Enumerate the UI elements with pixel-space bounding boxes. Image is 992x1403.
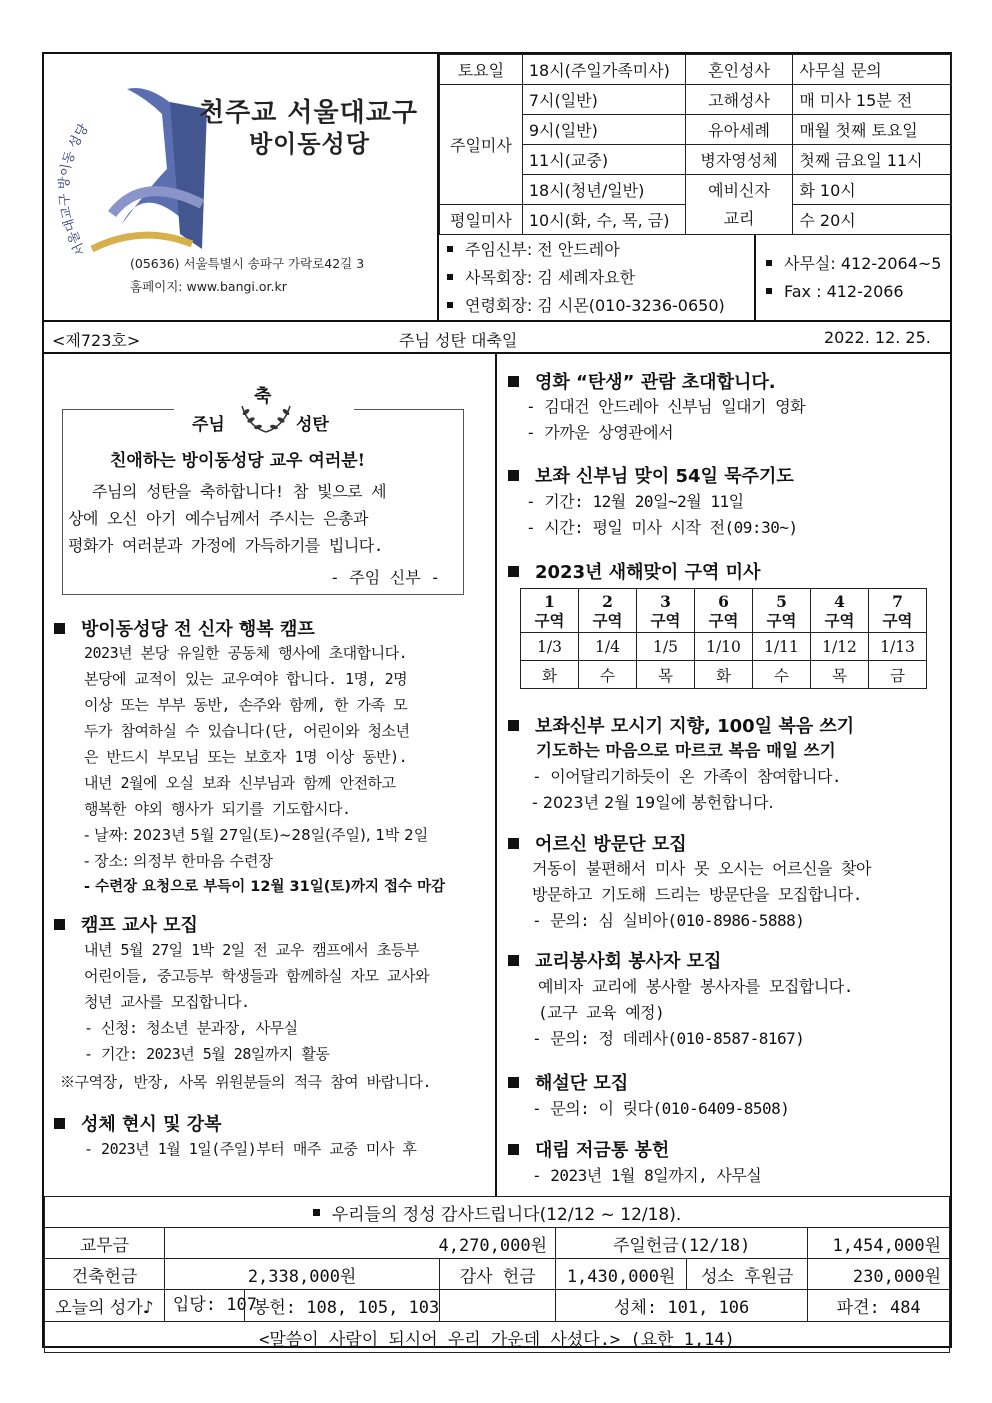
region-day-cell: 화 [695, 661, 753, 689]
gospel-body [532, 764, 841, 816]
region-header-cell: 6 구역 [695, 589, 753, 633]
visit-line: 방문하고 기도해 드리는 방문단을 모집합니다. [532, 885, 862, 904]
building-value: 2,338,000원 [164, 1259, 439, 1290]
sun-label: 주일미사 [440, 85, 523, 205]
region-date-cell: 1/11 [753, 633, 811, 661]
region-date-cell: 1/4 [579, 633, 637, 661]
bulletin-page [42, 52, 952, 1348]
rosary-line: - 기간: 12월 20일~2월 11일 [526, 492, 744, 511]
catechism-value-2: 수 20시 [793, 205, 952, 235]
hymn-entry: 입당: 107 [165, 1290, 245, 1321]
region-header-cell: 4 구역 [811, 589, 869, 633]
movie-body [526, 394, 805, 446]
camp-place: - 장소: 의정부 한마음 수련장 [84, 852, 273, 870]
region-header-cell: 2 구역 [579, 589, 637, 633]
sick-label: 병자영성체 [685, 145, 793, 175]
catechism-label: 예비신자 교리 [685, 175, 793, 235]
greeting-heading: 친애하는 방이동성당 교우 여러분! [110, 451, 366, 471]
catechism-value-1: 화 10시 [793, 175, 952, 205]
weekday-label: 평일미사 [440, 205, 523, 235]
camp-date: - 날짜: 2023년 5월 27일(토)~28일(주일), 1박 2일 [84, 826, 429, 844]
relic-heading: 성체 현시 및 강복 [54, 1110, 222, 1136]
camp-deadline: - 수련장 요청으로 부득이 12월 31일(토)까지 접수 마감 [84, 879, 446, 895]
region-header-cell: 7 구역 [869, 589, 927, 633]
region-date-cell: 1/13 [869, 633, 927, 661]
newyear-heading: 2023년 새해맞이 구역 미사 [508, 558, 760, 584]
badge-left: 주님 [192, 415, 225, 435]
camp-body [84, 640, 445, 900]
diocese-label: 교무금 [45, 1228, 165, 1259]
seal-arc-text [46, 78, 156, 268]
fax: Fax : 412-2066 [784, 282, 904, 301]
badge-top: 축 [254, 386, 272, 407]
catechist-heading: 교리봉사회 봉사자 모집 [508, 947, 721, 973]
issue-title: 주님 성탄 대축일 [399, 331, 518, 350]
vocation-value: 230,000원 [808, 1259, 950, 1290]
contact-list [766, 250, 941, 306]
hymn-communion: 성체: 101, 106 [556, 1290, 808, 1322]
laurel-icon [236, 398, 296, 434]
issue-date: 2022. 12. 25. [824, 328, 931, 347]
camp-line: 은 반드시 부모님 또는 보호자 1명 이상 동반). [84, 748, 408, 766]
region-day-cell: 목 [811, 661, 869, 689]
region-header-cell: 3 구역 [637, 589, 695, 633]
sun-mass-3: 11시(교중) [522, 145, 685, 175]
marriage-value: 사무실 문의 [793, 55, 952, 85]
baptism-label: 유아세례 [685, 115, 793, 145]
region-day-cell: 금 [869, 661, 927, 689]
catechist-body [532, 974, 853, 1052]
gospel-line: - 이어달리기하듯이 온 가족이 참여합니다. [532, 767, 842, 786]
teacher-line: 청년 교사를 모집합니다. [84, 993, 250, 1011]
movie-heading: 영화 “탄생” 관람 초대합니다. [508, 368, 776, 394]
sunday-label: 주일헌금(12/18) [556, 1228, 808, 1259]
region-header-cell: 1 구역 [521, 589, 579, 633]
office-phone: 사무실: 412-2064~5 [784, 254, 942, 273]
movie-line: - 가까운 상영관에서 [526, 423, 674, 442]
camp-line: 내년 2월에 오실 보좌 신부님과 함께 안전하고 [84, 774, 396, 792]
movie-line: - 김대건 안드레아 신부님 일대기 영화 [526, 397, 806, 416]
sun-mass-1: 7시(일반) [522, 85, 685, 115]
org-subtitle: 방이동성당 [249, 130, 370, 158]
sat-mass: 18시(주일가족미사) [522, 55, 685, 85]
teacher-line: 어린이들, 중고등부 학생들과 함께하실 자모 교사와 [84, 967, 429, 985]
gospel-subheading: 기도하는 마음으로 마르코 복음 매일 쓰기 [536, 741, 836, 760]
teacher-body [84, 937, 429, 1067]
greeting-sign: - 주임 신부 - [330, 568, 440, 587]
sun-mass-2: 9시(일반) [522, 115, 685, 145]
region-day-cell: 화 [521, 661, 579, 689]
camp-line: 2023년 본당 유일한 공동체 행사에 초대합니다. [84, 644, 408, 662]
region-date-cell: 1/3 [521, 633, 579, 661]
teacher-heading: 캠프 교사 모집 [54, 911, 198, 937]
region-day-cell: 수 [753, 661, 811, 689]
region-date-cell: 1/10 [695, 633, 753, 661]
scripture-verse: <말씀이 사람이 되시어 우리 가운데 사셨다.> (요한 1,14) [45, 1322, 950, 1353]
offerings-heading: 우리들의 정성 감사드립니다(12/12 ~ 12/18). [45, 1197, 950, 1228]
visit-heading: 어르신 방문단 모집 [508, 830, 687, 856]
catechist-line: 예비자 교리에 봉사할 봉사자를 모집합니다. [538, 977, 853, 996]
svg-text:서울대교구 방이동 성당: 서울대교구 방이동 성당 [56, 121, 92, 259]
offerings-table [44, 1196, 950, 1353]
thanks-label: 감사 헌금 [440, 1259, 556, 1290]
greeting-body [68, 478, 386, 559]
issue-number: <제723호> [52, 331, 141, 350]
issue-bar [44, 322, 950, 354]
greeting-badge [174, 382, 354, 438]
advent-line: - 2023년 1월 8일까지, 사무실 [532, 1166, 762, 1185]
header-divider [437, 54, 439, 320]
teacher-note: ※구역장, 반장, 사목 위원분들의 적극 참여 바랍니다. [60, 1073, 432, 1091]
region-date-cell: 1/5 [637, 633, 695, 661]
diocese-value: 4,270,000원 [164, 1228, 555, 1259]
confession-value: 매 미사 15분 전 [793, 85, 952, 115]
visit-body [532, 856, 871, 934]
building-label: 건축헌금 [45, 1259, 165, 1290]
camp-line: 행복한 야외 행사가 되기를 기도합시다. [84, 800, 351, 818]
gospel-heading: 보좌신부 모시기 지향, 100일 복음 쓰기 [508, 712, 854, 738]
relic-line: - 2023년 1월 1일(주일)부터 매주 교중 미사 후 [84, 1140, 417, 1158]
commentary-line: - 문의: 이 릿다(010-6409-8508) [532, 1099, 790, 1118]
sun-mass-4: 18시(청년/일반) [522, 175, 685, 205]
teacher-period: - 기간: 2023년 5월 28일까지 활동 [84, 1045, 330, 1063]
camp-line: 두가 참여하실 수 있습니다(단, 어린이와 청소년 [84, 722, 410, 740]
sat-label: 토요일 [440, 55, 523, 85]
confession-label: 고해성사 [685, 85, 793, 115]
rosary-line: - 시간: 평일 미사 시작 전(09:30~) [526, 518, 798, 537]
address: (05636) 서울특별시 송파구 가락로42길 3 [130, 256, 365, 271]
column-divider [495, 354, 497, 1196]
gospel-line: - 2023년 2월 19일에 봉헌합니다. [532, 793, 774, 812]
hymn-label: 오늘의 성가♪ [45, 1290, 165, 1322]
commentary-heading: 해설단 모집 [508, 1069, 628, 1095]
teacher-line: 내년 5월 27일 1박 2일 전 교우 캠프에서 초등부 [84, 941, 419, 959]
region-date-cell: 1/12 [811, 633, 869, 661]
region-day-cell: 수 [579, 661, 637, 689]
region-header-cell: 5 구역 [753, 589, 811, 633]
weekday-mass: 10시(화, 수, 목, 금) [522, 205, 685, 235]
sick-value: 첫째 금요일 11시 [793, 145, 952, 175]
vocation-label: 성소 후원금 [687, 1259, 808, 1290]
camp-line: 본당에 교적이 있는 교우여야 합니다. 1명, 2명 [84, 670, 408, 688]
badge-right: 성탄 [296, 415, 329, 435]
hymn-offertory: 봉헌: 108, 105, 103 [252, 1298, 440, 1318]
region-mass-table [520, 588, 927, 689]
rosary-body [526, 489, 798, 541]
president: 사목회장: 김 세례자요한 [465, 268, 636, 287]
rosary-heading: 보좌 신부님 맞이 54일 묵주기도 [508, 462, 794, 488]
camp-line: 이상 또는 부부 동반, 손주와 함께, 한 가족 모 [84, 696, 408, 714]
baptism-value: 매월 첫째 토요일 [793, 115, 952, 145]
visit-line: 거동이 불편해서 미사 못 오시는 어르신을 찾아 [532, 859, 871, 878]
hymn-entry-offertory [164, 1290, 439, 1322]
thanks-value: 1,430,000원 [556, 1259, 687, 1290]
org-title: 천주교 서울대교구 [199, 98, 418, 128]
visit-line: - 문의: 심 실비아(010-8986-5888) [532, 911, 805, 930]
catechist-line: - 문의: 정 데레사(010-8587-8167) [532, 1029, 805, 1048]
greeting-line: 주님의 성탄을 축하합니다! 참 빛으로 세 [92, 482, 387, 501]
staff-list [447, 236, 725, 320]
contact-divider [754, 235, 756, 320]
advent-heading: 대림 저금통 봉헌 [508, 1136, 669, 1162]
pastor: 주임신부: 전 안드레아 [465, 240, 620, 259]
sunday-value: 1,454,000원 [808, 1228, 950, 1259]
teacher-apply: - 신청: 청소년 분과장, 사무실 [84, 1019, 298, 1037]
greeting-line: 평화가 여러분과 가정에 가득하기를 빕니다. [68, 536, 383, 555]
homepage-link[interactable]: 홈페이지: www.bangi.or.kr [130, 279, 287, 294]
camp-heading: 방이동성당 전 신자 행복 캠프 [54, 615, 315, 641]
marriage-label: 혼인성사 [685, 55, 793, 85]
elder-president: 연령회장: 김 시몬(010-3236-0650) [465, 296, 725, 315]
hymn-dismissal: 파견: 484 [808, 1290, 950, 1322]
mass-schedule-table [439, 54, 952, 235]
greeting-line: 상에 오신 아기 예수님께서 주시는 은총과 [68, 509, 368, 528]
catechist-line: (교구 교육 예정) [538, 1003, 665, 1022]
region-day-cell: 목 [637, 661, 695, 689]
